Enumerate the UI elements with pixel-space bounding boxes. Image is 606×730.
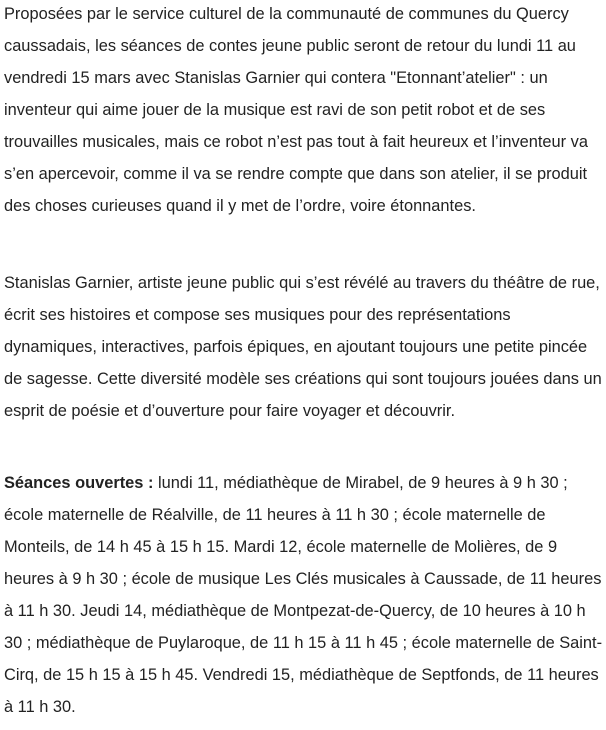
sessions-label: Séances ouvertes : [4, 474, 154, 492]
article-paragraph-sessions [4, 467, 604, 723]
article-paragraph-intro: Proposées par le service culturel de la communauté de communes du Quercy caussadais, les séances de contes jeune public seront de retour du lundi 11 au vendredi 15 mars avec Stanislas Garnier qui contera "Etonnant’atelier" : un inventeur qui aime jouer de la musique est ravi de son petit robot et de ses trouvailles musicales, mais ce robot n’est pas tout à fait heureux et l’inventeur va s’en apercevoir, comme il va se rendre compte que dans son atelier, il se produit des choses curieuses quand il y met de l’ordre, voire étonnantes. [4, 5, 588, 215]
sessions-text: lundi 11, médiathèque de Mirabel, de 9 heures à 9 h 30 ; école maternelle de Réalville, de 11 heures à 11 h 30 ; école maternelle de Monteils, de 14 h 45 à 15 h 15. Mardi 12, école maternelle de Molières, de 9 heures à 9 h 30 ; école de musique Les Clés musicales à Caussade, de 11 heures à 11 h 30. Jeudi 14, médiathèque de Montpezat-de-Quercy, de 10 heures à 10 h 30 ; médiathèque de Puylaroque, de 11 h 15 à 11 h 45 ; école maternelle de Saint-Cirq, de 15 h 15 à 15 h 45. Vendredi 15, médiathèque de Septfonds, de 11 heures à 11 h 30. [4, 474, 603, 716]
article-paragraph-artist: Stanislas Garnier, artiste jeune public qui s’est révélé au travers du théâtre de rue, écrit ses histoires et compose ses musiques pour des représentations dynamiques, interactives, parfois épiques, en ajoutant toujours une petite pincée de sagesse. Cette diversité modèle ses créations qui sont toujours jouées dans un esprit de poésie et d’ouverture pour faire voyager et découvrir. [4, 274, 602, 420]
